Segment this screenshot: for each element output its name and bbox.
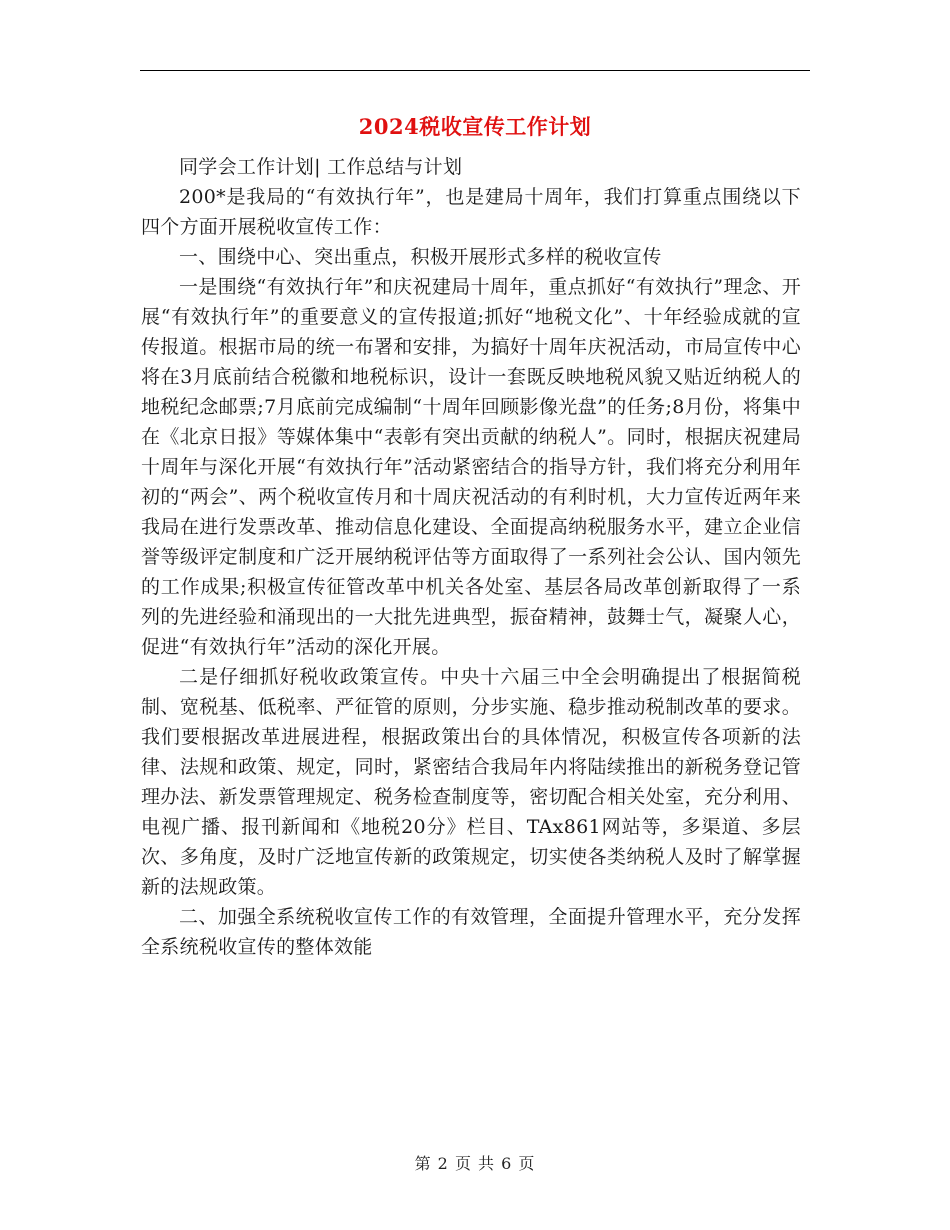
document-title: 2024税收宣传工作计划 (358, 114, 592, 139)
page-footer: 第 2 页 共 6 页 (414, 1154, 536, 1173)
paragraph-intro: 200*是我局的“有效执行年”，也是建局十周年，我们打算重点围绕以下四个方面开展税收宣传工作： (141, 186, 801, 238)
document-subtitle: 同学会工作计划| 工作总结与计划 (179, 156, 463, 178)
section-heading-1: 一、围绕中心、突出重点，积极开展形式多样的税收宣传 (179, 246, 662, 268)
paragraph-point-2: 二是仔细抓好税收政策宣传。中央十六届三中全会明确提出了根据简税制、宽税基、低税率、严征管的原则，分步实施、稳步推动税制改革的要求。我们要根据改革进展进程，根据政策出台的具体情况，积极宣传各项新的法律、法规和政策、规定，同时，紧密结合我局年内将陆续推出的新税务登记管理办法、新发票管理规定、税务检查制度等，密切配合相关处室，充分利用、电视广播、报刊新闻和《地税20分》栏目、TAx861网站等，多渠道、多层次、多角度，及时广泛地宣传新的政策规定，切实使各类纳税人及时了解掌握新的法规政策。 (141, 666, 801, 898)
header-rule (140, 70, 810, 71)
paragraph-point-1: 一是围绕“有效执行年”和庆祝建局十周年，重点抓好“有效执行”理念、开展“有效执行年”的重要意义的宣传报道;抓好“地税文化”、十年经验成就的宣传报道。根据市局的统一布署和安排，为搞好十周年庆祝活动，市局宣传中心将在3月底前结合税徽和地税标识，设计一套既反映地税风貌又贴近纳税人的地税纪念邮票;7月底前完成编制“十周年回顾影像光盘”的任务;8月份，将集中在《北京日报》等媒体集中“表彰有突出贡献的纳税人”。同时，根据庆祝建局十周年与深化开展“有效执行年”活动紧密结合的指导方针，我们将充分利用年初的“两会”、两个税收宣传月和十周庆祝活动的有利时机，大力宣传近两年来我局在进行发票改革、推动信息化建设、全面提高纳税服务水平，建立企业信誉等级评定制度和广泛开展纳税评估等方面取得了一系列社会公认、国内领先的工作成果;积极宣传征管改革中机关各处室、基层各局改革创新取得了一系列的先进经验和涌现出的一大批先进典型，振奋精神，鼓舞士气，凝聚人心，促进“有效执行年”活动的深化开展。 (141, 276, 801, 658)
document-body (141, 152, 801, 962)
section-heading-2: 二、加强全系统税收宣传工作的有效管理，全面提升管理水平，充分发挥全系统税收宣传的整体效能 (141, 906, 801, 958)
